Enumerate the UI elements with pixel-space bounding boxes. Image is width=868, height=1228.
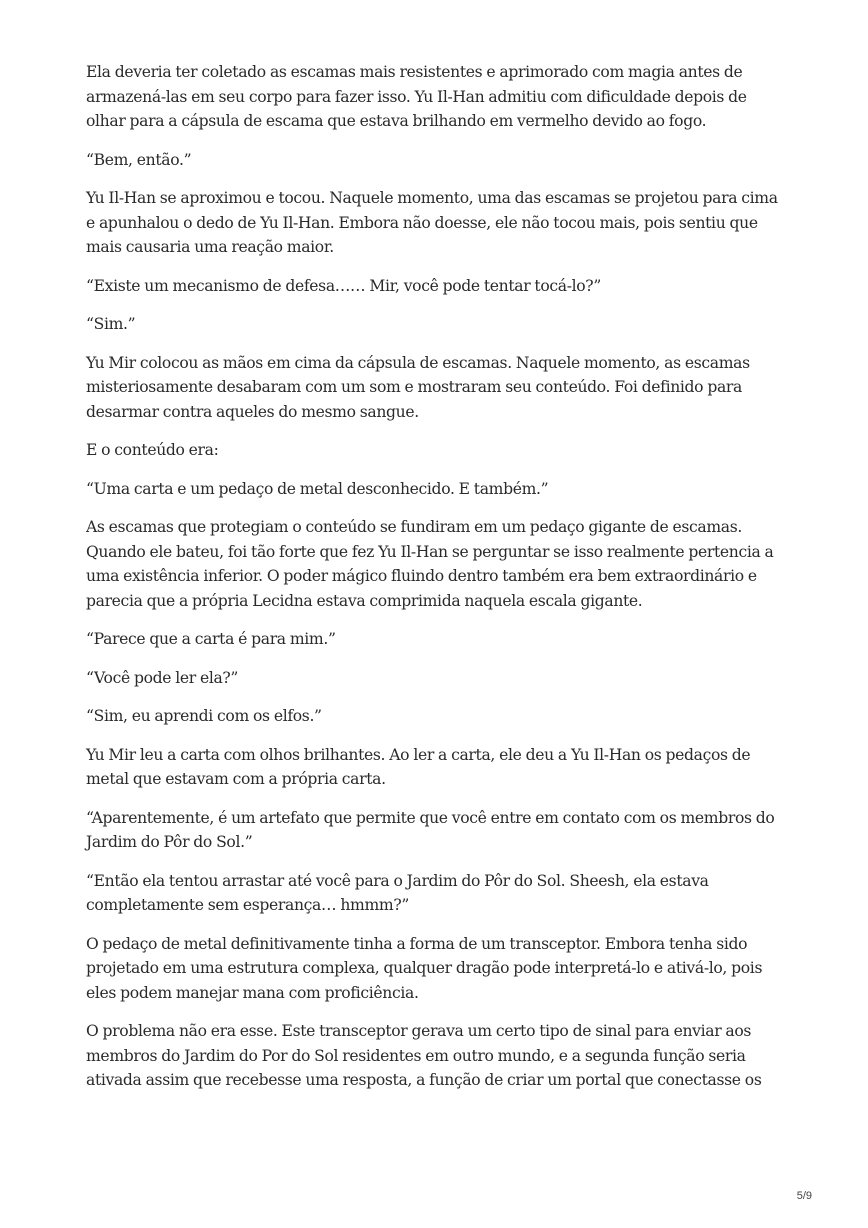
paragraph: Ela deveria ter coletado as escamas mais resistentes e aprimorado com magia antes de armazená-las em seu corpo para fazer isso. Yu Il-Han admitiu com dificuldade depois de olhar para a cápsula de escama que estava brilhando em vermelho devido ao fogo. [86, 63, 747, 130]
paragraph: O problema não era esse. Este transceptor gerava um certo tipo de sinal para enviar aos membros do Jardim do Por do Sol residentes em outro mundo, e a segunda função seria ativada assim que recebesse uma resposta, a função de criar um portal que conectasse os [86, 1022, 762, 1089]
paragraph: “Então ela tentou arrastar até você para o Jardim do Pôr do Sol. Sheesh, ela estava completamente sem esperança… hmmm?” [86, 871, 709, 914]
paragraph: E o conteúdo era: [86, 441, 219, 459]
document-body [86, 60, 786, 1107]
paragraph: Yu Il-Han se aproximou e tocou. Naquele momento, uma das escamas se projetou para cima e apunhalou o dedo de Yu Il-Han. Embora não doesse, ele não tocou mais, pois sentiu que mais causaria uma reação maior. [86, 189, 778, 256]
paragraph: “Sim.” [86, 315, 136, 333]
paragraph: “Bem, então.” [86, 150, 192, 169]
paragraph: “Uma carta e um pedaço de metal desconhecido. E também.” [86, 479, 549, 498]
paragraph: As escamas que protegiam o conteúdo se fundiram em um pedaço gigante de escamas. Quando ele bateu, foi tão forte que fez Yu Il-Han se perguntar se isso realmente pertencia a uma existência inferior. O poder mágico fluindo dentro também era bem extraordinário e parecia que a própria Lecidna estava comprimida naquela escala gigante. [86, 518, 774, 610]
paragraph: “Parece que a carta é para mim.” [86, 630, 336, 648]
paragraph: “Existe um mecanismo de defesa…… Mir, você pode tentar tocá-lo?” [86, 276, 601, 295]
paragraph: Yu Mir colocou as mãos em cima da cápsula de escamas. Naquele momento, as escamas misteriosamente desabaram com um som e mostraram seu conteúdo. Foi definido para desarmar contra aqueles do mesmo sangue. [86, 353, 750, 421]
paragraph: Yu Mir leu a carta com olhos brilhantes. Ao ler a carta, ele deu a Yu Il-Han os pedaços de metal que estavam com a própria carta. [86, 745, 751, 788]
paragraph: “Você pode ler ela?” [86, 668, 239, 687]
paragraph: “Sim, eu aprendi com os elfos.” [86, 707, 322, 725]
paragraph: O pedaço de metal definitivamente tinha a forma de um transceptor. Embora tenha sido projetado em uma estrutura complexa, qualquer dragão pode interpretá-lo e ativá-lo, pois eles podem manejar mana com proficiência. [86, 934, 763, 1002]
page-number: 5/9 [796, 1190, 812, 1202]
paragraph: “Aparentemente, é um artefato que permite que você entre em contato com os membros do Jardim do Pôr do Sol.” [86, 808, 775, 851]
